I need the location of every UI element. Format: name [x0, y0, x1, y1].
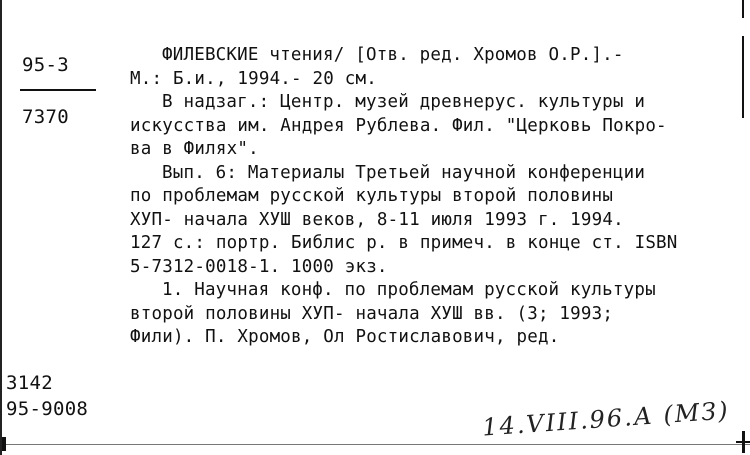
call-number: 95-3 [22, 54, 69, 76]
classification-number: 3142 [6, 372, 53, 394]
series-line: Вып. 6: Материалы Третьей научной конференции [162, 162, 646, 183]
bibliographic-description [130, 44, 730, 350]
collation-line: 127 с.: портр. Библис р. в примеч. в конце ст. ISBN [130, 233, 678, 253]
registration-number: 95-9008 [6, 398, 89, 420]
card-bottom-border [2, 444, 750, 445]
card-left-tick [2, 437, 6, 451]
tracing-line: Фили). П. Хромов, Ол Ростиславович, ред. [130, 327, 560, 347]
tracing-line: 1. Научная конф. по проблемам русской культуры [162, 280, 656, 300]
tracing-line: второй половины ХУП- начала ХУШ вв. (3; 1993; [130, 303, 614, 324]
title-line: ФИЛЕВСКИЕ чтения/ [Отв. ред. Хромов О.Р.].- [162, 45, 624, 65]
imprint-line: М.: Б.и., 1994.- 20 см. [130, 68, 377, 89]
series-line: ХУП- начала ХУШ веков, 8-11 июля 1993 г. 1994. [130, 209, 624, 230]
isbn-line: 5-7312-0018-1. 1000 экз. [130, 256, 388, 277]
inventory-number: 7370 [22, 106, 69, 128]
card-edge-mark-top [742, 0, 744, 18]
note-line: В надзаг.: Центр. музей древнерус. культуры и [162, 92, 646, 112]
card-corner-mark-horizontal [736, 441, 750, 443]
card-edge-mark-right [742, 36, 744, 118]
note-line: ва в Филях". [130, 139, 259, 159]
series-line: по проблемам русской культуры второй половины [130, 186, 614, 206]
call-number-rule [20, 89, 96, 91]
handwritten-date-note: 14.VIII.96.А (МЗ) [481, 396, 731, 442]
note-line: искусства им. Андрея Рублева. Фил. "Церковь Покро- [130, 115, 667, 136]
